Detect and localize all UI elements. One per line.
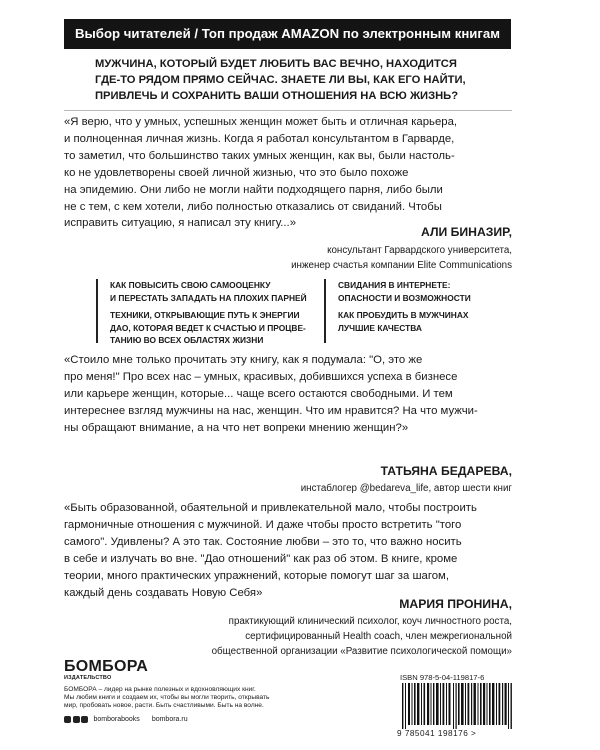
credential-line: инстаблогер @bedareva_life, автор шести книг <box>300 483 512 494</box>
quote-line: «Быть образованной, обаятельной и привлекательной мало, чтобы построить <box>64 502 477 514</box>
quote-line: гармоничные отношения с мужчиной. И даже чтобы просто встретить "того <box>64 518 462 531</box>
credential-line: инженер счастья компании Elite Communications <box>291 260 512 271</box>
author-binazir: АЛИ БИНАЗИР, <box>421 225 512 239</box>
quote-line: каждый день создавать Новую Себя» <box>64 586 263 599</box>
feature-line: ОПАСНОСТИ И ВОЗМОЖНОСТИ <box>338 292 471 303</box>
publisher-logo-word: БОМБОРА <box>64 658 149 675</box>
top-divider <box>64 110 512 111</box>
feature-item <box>338 309 468 334</box>
credential-line: общественной организации «Развитие психологической помощи» <box>211 646 512 657</box>
barcode <box>400 683 520 729</box>
features-block <box>96 279 516 349</box>
quote-line: про меня!" Про всех нас – умных, красивых, добившихся успеха в бизнесе <box>64 370 458 383</box>
headline <box>95 56 515 104</box>
feature-item <box>110 279 307 304</box>
features-left-bar <box>96 279 98 343</box>
barcode-bars <box>402 683 512 729</box>
quote-line: на эпидемию. Они либо не могли найти подходящего парня, либо были <box>64 183 443 196</box>
feature-line: ТЕХНИКИ, ОТКРЫВАЮЩИЕ ПУТЬ К ЭНЕРГИИ <box>110 310 300 320</box>
credential-line: практикующий клинический психолог, коуч личностного роста, <box>228 616 512 627</box>
publisher-site-link[interactable]: bombora.ru <box>151 716 188 723</box>
feature-item <box>110 309 306 347</box>
quote-line: ко не удовлетворены своей личной жизнью, что это было похоже <box>64 166 409 179</box>
feature-line: КАК ПОВЫСИТЬ СВОЮ САМООЦЕНКУ <box>110 280 271 290</box>
tagline-line: Мы любим книги и создаем их, чтобы вы могли творить, открывать <box>64 694 270 702</box>
headline-line: ГДЕ-ТО РЯДОМ ПРЯМО СЕЙЧАС. ЗНАЕТЕ ЛИ ВЫ, КАК ЕГО НАЙТИ, <box>95 74 466 86</box>
quote-binazir <box>64 114 514 232</box>
quote-line: не с тем, с кем хотели, либо полностью отказались от свиданий. Чтобы <box>64 200 442 213</box>
publisher-logo <box>64 658 148 682</box>
quote-pronina <box>64 500 514 601</box>
social-network-icon[interactable] <box>81 716 88 723</box>
quote-bedareva <box>64 352 514 437</box>
quote-line: то заметил, что большинство таких умных женщин, как вы, были настоль- <box>64 149 455 162</box>
tagline-line: мир, пробовать новое, расти. Быть счастливыми. Быть на волне. <box>64 702 264 710</box>
feature-line: ДАО, КОТОРАЯ ВЕДЕТ К СЧАСТЬЮ И ПРОЦВЕ- <box>110 322 306 333</box>
features-right-bar <box>324 279 326 343</box>
quote-line: ны обращают внимание, а на что нет вопреки мнению женщин?» <box>64 421 409 434</box>
feature-line: КАК ПРОБУДИТЬ В МУЖЧИНАХ <box>338 310 469 320</box>
headline-line: МУЖЧИНА, КОТОРЫЙ БУДЕТ ЛЮБИТЬ ВАС ВЕЧНО, НАХОДИТСЯ <box>95 58 457 70</box>
quote-line: теории, много практических упражнений, которые помогут шаг за шагом, <box>64 569 450 582</box>
credential-line: консультант Гарвардского университета, <box>327 245 512 256</box>
headline-line: ПРИВЛЕЧЬ И СОХРАНИТЬ ВАШИ ОТНОШЕНИЯ НА ВСЮ ЖИЗНЬ? <box>95 90 459 102</box>
quote-line: в себе и излучать во вне. "Дао отношений" как раз об этом. В книге, кроме <box>64 552 458 565</box>
feature-line: И ПЕРЕСТАТЬ ЗАПАДАТЬ НА ПЛОХИХ ПАРНЕЙ <box>110 292 307 303</box>
author-pronina: МАРИЯ ПРОНИНА, <box>399 597 512 611</box>
credentials-binazir <box>291 243 512 273</box>
top-banner: Выбор читателей / Топ продаж AMAZON по электронным книгам <box>64 19 511 49</box>
publisher-logo-sub: ИЗДАТЕЛЬСТВО <box>64 675 112 681</box>
quote-line: «Стоило мне только прочитать эту книгу, как я подумала: "О, это же <box>64 354 423 366</box>
author-bedareva: ТАТЬЯНА БЕДАРЕВА, <box>380 464 512 478</box>
social-handle[interactable]: bomborabooks <box>93 716 140 723</box>
credentials-pronina <box>212 614 512 659</box>
quote-line: интереснее взгляд мужчины на нас, женщин. Что им нравится? На что мужчи- <box>64 404 478 417</box>
feature-item <box>338 279 471 304</box>
feature-line: СВИДАНИЯ В ИНТЕРНЕТЕ: <box>338 280 451 290</box>
quote-line: или карьере женщин, которые... чаще всего остаются свободными. И тем <box>64 387 453 400</box>
social-network-icon[interactable] <box>73 716 80 723</box>
credential-line: сертифицированный Health coach, член межрегиональной <box>245 631 512 642</box>
tagline-line: БОМБОРА – лидер на рынке полезных и вдохновляющих книг. <box>64 686 256 693</box>
social-network-icon[interactable] <box>64 716 71 723</box>
feature-line: ЛУЧШИЕ КАЧЕСТВА <box>338 322 422 333</box>
social-links <box>64 716 188 723</box>
barcode-number: 9 785041 198176 > <box>397 729 477 738</box>
feature-line: ТАНИЮ ВО ВСЕХ ОБЛАСТЯХ ЖИЗНИ <box>110 335 264 345</box>
quote-line: и полноценная личная жизнь. Когда я работал консультантом в Гарварде, <box>64 132 455 145</box>
credentials-bedareva <box>301 481 512 496</box>
publisher-tagline <box>64 686 269 711</box>
quote-line: самого". Удивлены? А это так. Состояние любви – это то, что важно носить <box>64 535 462 548</box>
isbn-label: ISBN 978-5-04-119817-6 <box>400 673 485 682</box>
quote-line: исправить ситуацию, я написал эту книгу...» <box>64 217 297 230</box>
quote-line: «Я верю, что у умных, успешных женщин может быть и отличная карьера, <box>64 116 458 128</box>
